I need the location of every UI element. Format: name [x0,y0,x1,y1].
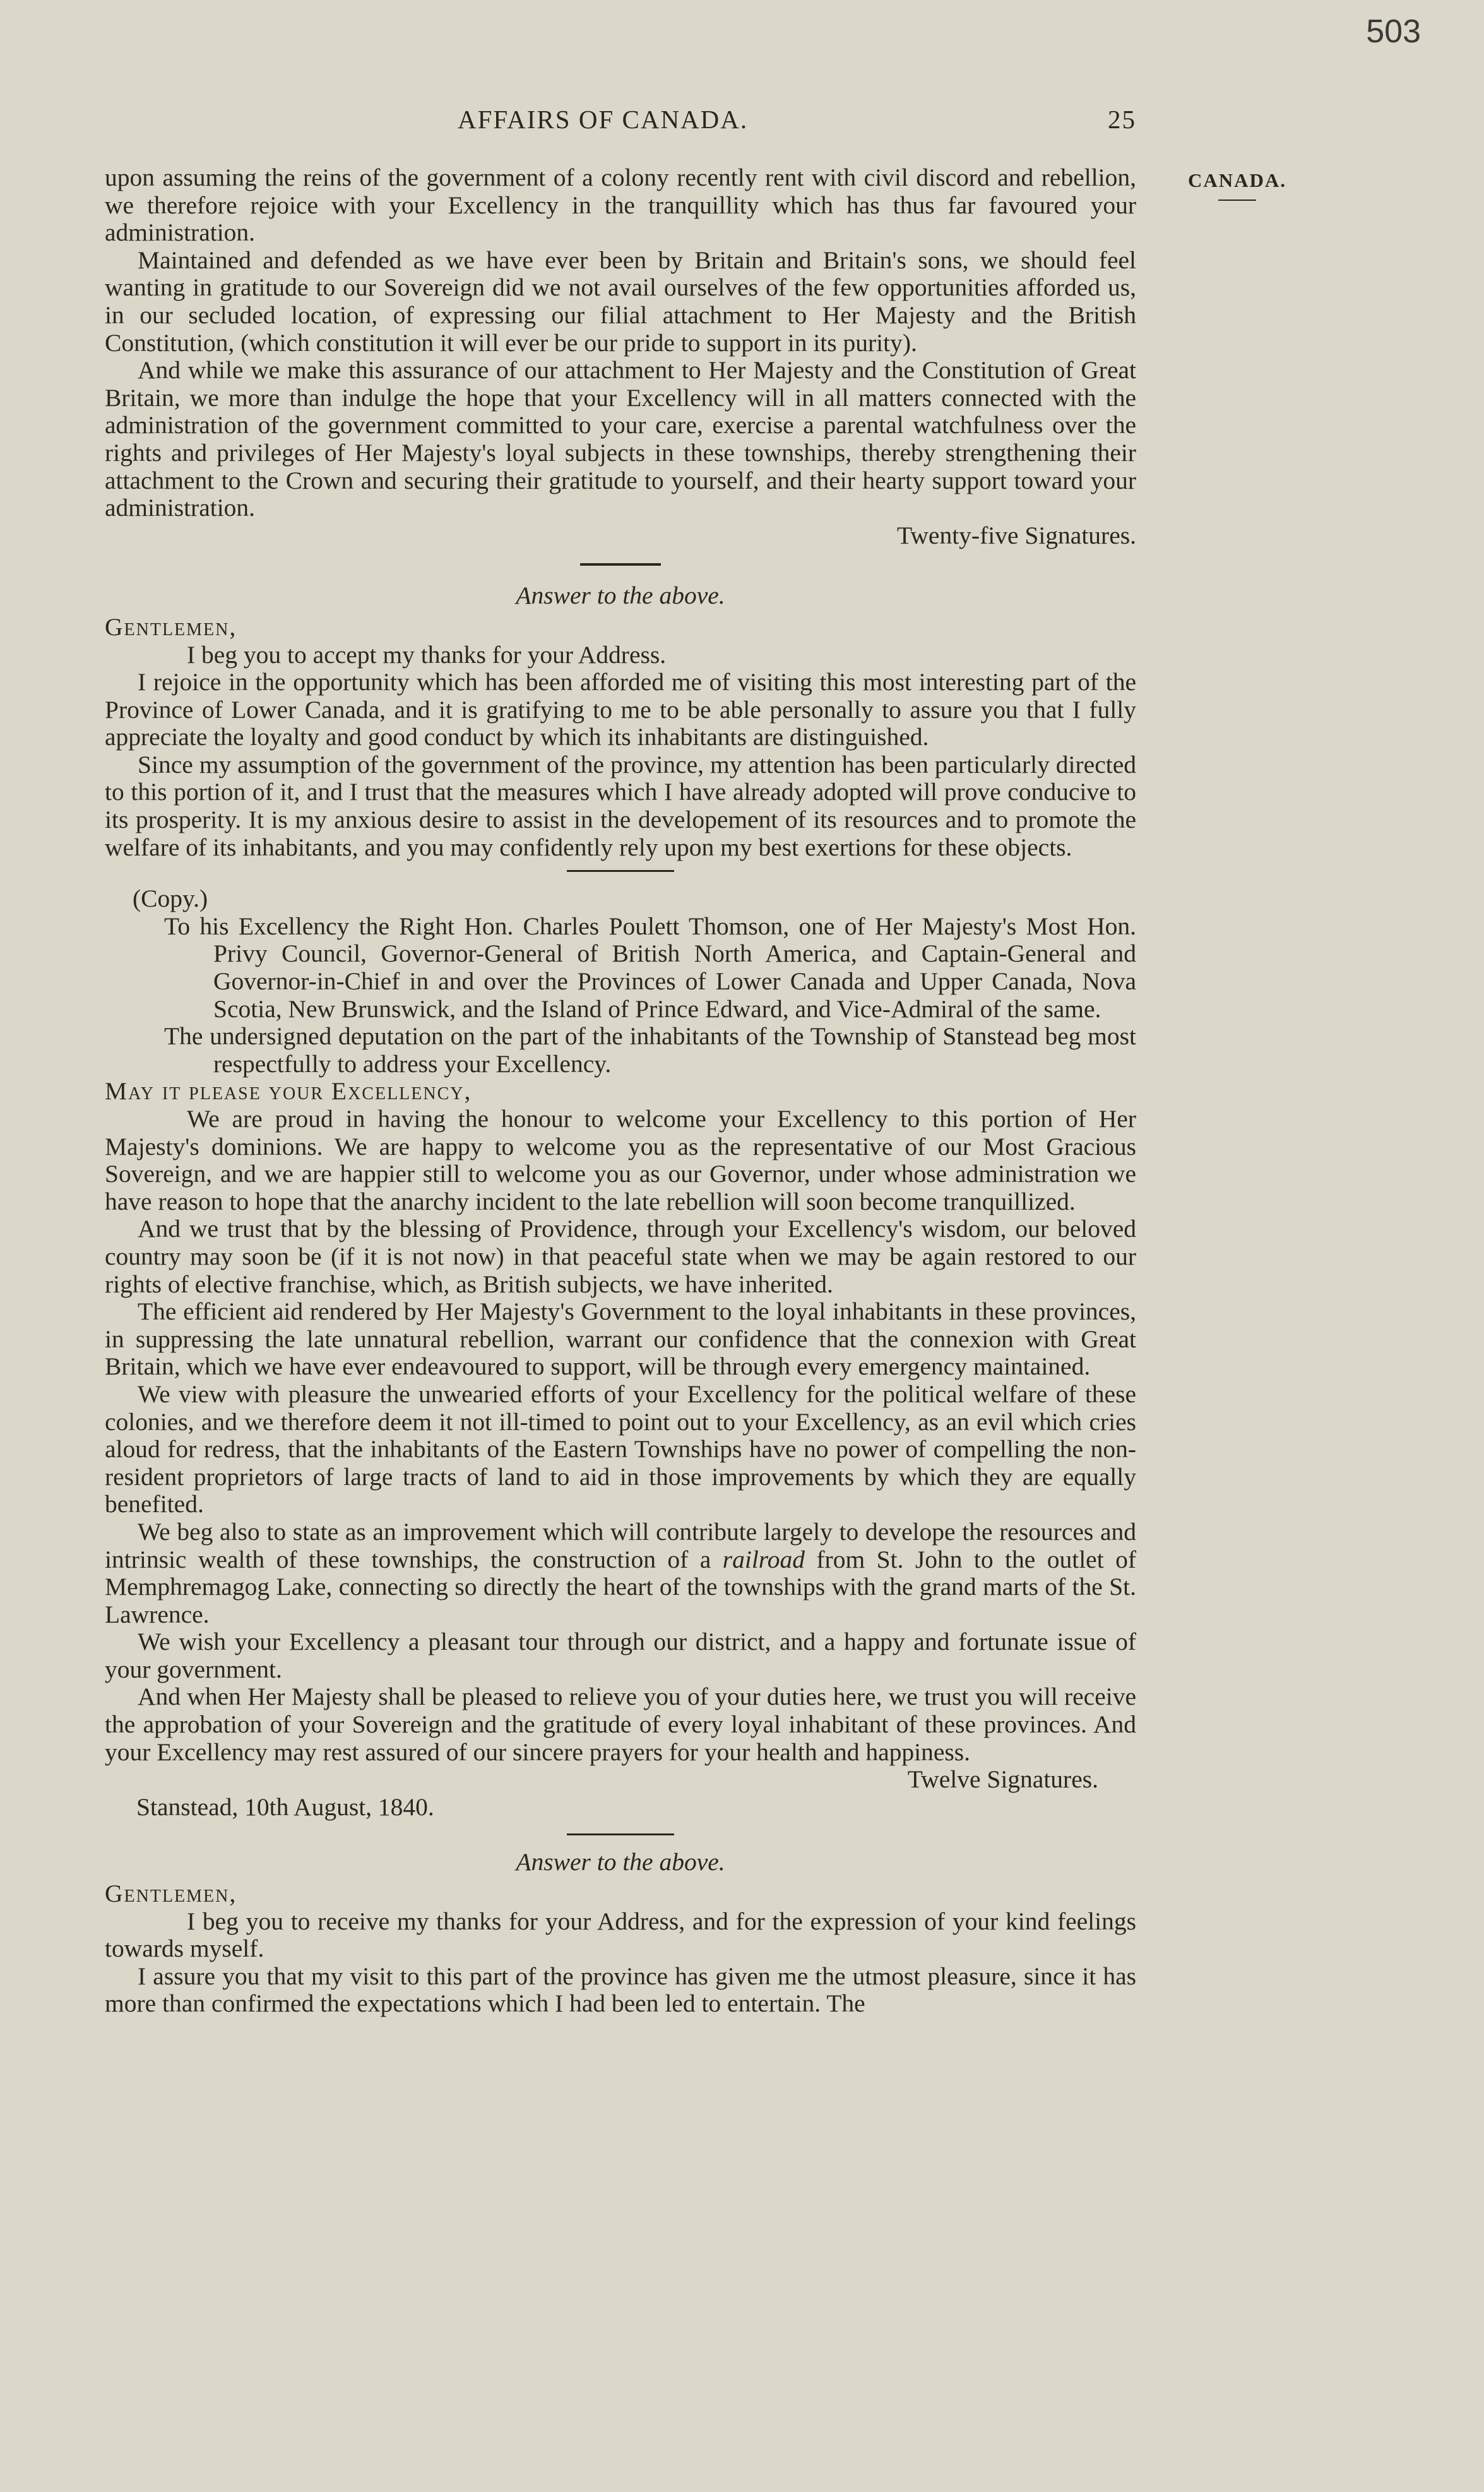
salutation: Gentlemen, [105,1880,237,1908]
paragraph [105,1518,1136,1628]
paragraph: And while we make this assurance of our attachment to Her Majesty and the Constitution of Great Britain, we more than indulge the hope that your Excellency will in all matters connected with the administration of the government committed to your care, exercise a parental watchfulness over the rights and privileges of Her Majesty's loyal subjects in these townships, thereby strengthening their attachment to the Crown and securing their gratitude to yourself, and their hearty support toward your administration. [105,356,1136,522]
running-title: AFFAIRS OF CANADA. [458,105,749,134]
paragraph: And when Her Majesty shall be pleased to relieve you of your duties here, we trust you will receive the approbation of your Sovereign and the gratitude of every loyal inhabitant of these provinces. And your Excellency may rest assured of our sincere prayers for your health and happiness. [105,1683,1136,1766]
signature-line: Twenty-five Signatures. [897,521,1136,549]
place-date: Stanstead, 10th August, 1840. [136,1792,434,1821]
paragraph: upon assuming the reins of the government of a colony recently rent with civil discord and rebellion, we therefore rejoice with your Excellency in the tranquillity which has thus far favoured your administration. [105,164,1136,247]
section-divider [567,870,674,874]
italic-word: railroad [722,1545,805,1573]
addressee: To his Excellency the Right Hon. Charles Poulett Thomson, one of Her Majesty's Most Hon. Privy Council, Governor-General of British North America, and Captain-General and Governor-in-Chief in and over the Provinces of Lower Canada and Upper Canada, Nova Scotia, New Brunswick, and the Island of Prince Edward, and Vice-Admiral of the same. [164,912,1136,1023]
paragraph: I rejoice in the opportunity which has been afforded me of visiting this most interesting part of the Province of Lower Canada, and it is gratifying to me to be able personally to assure you that I fully appreciate the loyalty and good conduct by which its inhabitants are distinguished. [105,668,1136,751]
paragraph: We are proud in having the honour to welcome your Excellency to this portion of Her Majesty's dominions. We are happy to welcome you as the representative of our Most Gracious Sovereign, and we are happier still to welcome you as our Governor, under whose administration we have reason to hope that the anarchy incident to the late rebellion will soon become tranquillized. [105,1105,1136,1215]
paragraph: I beg you to receive my thanks for your Address, and for the expression of your kind feelings towards myself. [105,1907,1136,1963]
document-body [105,164,1136,2018]
paragraph: And we trust that by the blessing of Providence, through your Excellency's wisdom, our beloved country may soon be (if it is not now) in that peaceful state when we may be again restored to our rights of elective franchise, which, as British subjects, we have inherited. [105,1215,1136,1298]
paragraph: Since my assumption of the government of the province, my attention has been particularly directed to this portion of it, and I trust that the measures which I have already adopted will prove conducive to its prosperity. It is my anxious desire to assist in the developement of its resources and to promote the welfare of its inhabitants, and you may confidently rely upon my best exertions for these objects. [105,750,1136,861]
salutation: May it please your Excellency, [105,1077,472,1106]
paragraph: We view with pleasure the unwearied efforts of your Excellency for the political welfare of these colonies, and we therefore deem it not ill-timed to point out to your Excellency, as an evil which cries aloud for redress, that the inhabitants of the Eastern Townships have no power of compelling the non-resident proprietors of large tracts of land to aid in those improvements by which they are equally benefited. [105,1380,1136,1518]
answer-heading: Answer to the above. [516,581,725,610]
salutation: Gentlemen, [105,612,237,641]
deputation-statement: The undersigned deputation on the part of the inhabitants of the Township of Stanstead beg most respectfully to address your Excellency. [164,1022,1136,1078]
margin-note-label: CANADA. [1187,169,1287,191]
paragraph: We wish your Excellency a pleasant tour through our district, and a happy and fortunate issue of your government. [105,1628,1136,1683]
answer-heading: Answer to the above. [516,1848,725,1876]
text-run: We beg also to state as an improvement which will contribute largely to develope the resources and intrinsic wealth of these townships, the construction of a [105,1517,1136,1573]
section-divider [580,563,661,566]
running-header [458,104,1136,134]
paragraph: Maintained and defended as we have ever been by Britain and Britain's sons, we should feel wanting in gratitude to our Sovereign did we not avail ourselves of the few opportunities afforded us, in our secluded location, of expressing our filial attachment to Her Majesty and the British Constitution, (which constitution it will ever be our pride to support in its purity). [105,246,1136,357]
section-divider [567,1833,674,1837]
copy-label: (Copy.) [133,885,208,913]
paragraph: I beg you to accept my thanks for your Address. [187,640,667,669]
paragraph: The efficient aid rendered by Her Majesty's Government to the loyal inhabitants in these provinces, in suppressing the late unnatural rebellion, warrant our confidence that the connexion with Great Britain, which we have ever endeavoured to support, will be through every emergency maintained. [105,1297,1136,1381]
signature-line: Twelve Signatures. [907,1765,1098,1794]
text-run: from St. John to the outlet of Memphremagog Lake, connecting so directly the heart of the townships with the grand marts of the St. Lawrence. [105,1545,1137,1628]
paragraph: I assure you that my visit to this part of the province has given me the utmost pleasure, since it has more than confirmed the expectations which I had been led to entertain. The [105,1962,1136,2018]
scan-page-number: 503 [1366,13,1421,50]
page-number: 25 [1108,105,1136,134]
margin-note [1187,169,1288,201]
margin-note-rule [1218,200,1256,201]
